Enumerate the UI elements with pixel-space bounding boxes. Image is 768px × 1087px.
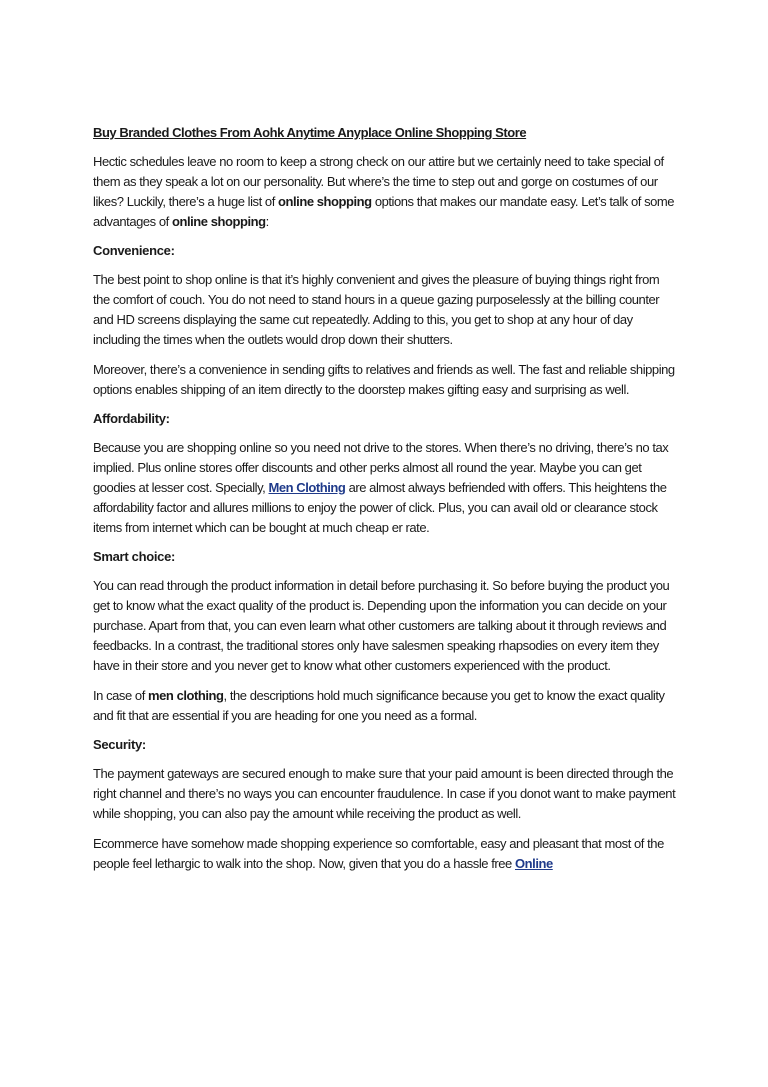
affordability-heading: Affordability: [93,411,170,426]
intro-paragraph [93,152,676,232]
intro-bold-1: online shopping [278,194,372,209]
online-link[interactable]: Online [515,856,553,871]
smart-choice-text-2: , the descriptions hold much significance because you get to know the exact quality and fit that are essential if you are heading for one you need as a formal. [93,688,665,723]
security-text: Ecommerce have somehow made shopping experience so comfortable, easy and pleasant that most of the people feel lethargic to walk into the shop. Now, given that you do a hassle free [93,836,664,871]
men-clothing-bold: men clothing [148,688,224,703]
convenience-heading: Convenience: [93,243,175,258]
smart-choice-paragraph-1: You can read through the product information in detail before purchasing it. So before buying the product you get to know what the exact quality of the product is. Depending upon the information you can decide on your purchase. Apart from that, you can even learn what other customers are talking about it through reviews and feedbacks. In a contrast, the traditional stores only have salesmen speaking rhapsodies on every item they have in their store and you never get to know what other customers experienced with the product. [93,578,670,673]
document-title: Buy Branded Clothes From Aohk Anytime Anyplace Online Shopping Store [93,125,527,140]
intro-bold-2: online shopping [172,214,266,229]
smart-choice-text-1: In case of [93,688,149,703]
security-paragraph-1: The payment gateways are secured enough to make sure that your paid amount is been directed through the right channel and there’s no ways you can encounter fraudulence. In case if you donot want to make payment while shopping, you can also pay the amount while receiving the product as well. [93,766,676,821]
smart-choice-heading: Smart choice: [93,549,176,564]
affordability-paragraph [93,438,676,538]
intro-text-2: options that makes our mandate easy. Let’s talk of some advantages of [93,194,675,229]
convenience-paragraph-2: Moreover, there’s a convenience in sending gifts to relatives and friends as well. The fast and reliable shipping options enables shipping of an item directly to the doorstep makes gifting easy and surprising as well. [93,362,675,397]
men-clothing-link[interactable]: Men Clothing [268,480,346,495]
intro-text-3: : [265,214,269,229]
intro-text-1: Hectic schedules leave no room to keep a strong check on our attire but we certainly need to take special of them as they speak a lot on our personality. But where’s the time to step out and gorge on costumes of our likes? Luckily, there’s a huge list of [93,154,664,209]
affordability-text-2: are almost always befriended with offers. This heightens the affordability factor and allures millions to enjoy the power of click. Plus, you can avail old or clearance stock items from internet which can be bought at much cheap er rate. [93,480,667,535]
convenience-paragraph-1: The best point to shop online is that it’s highly convenient and gives the pleasure of buying things right from the comfort of couch. You do not need to stand hours in a queue gazing purposelessly at the billing counter and HD screens displaying the same cut repeatedly. Adding to this, you get to shop at any hour of day including the times when the outlets would drop down their shutters. [93,272,660,347]
smart-choice-paragraph-2 [93,686,676,726]
security-paragraph-2 [93,834,676,874]
affordability-text-1: Because you are shopping online so you need not drive to the stores. When there’s no driving, there’s no tax implied. Plus online stores offer discounts and other perks almost all round the year. Maybe you can get goodies at lesser cost. Specially, [93,440,669,495]
security-heading: Security: [93,737,146,752]
